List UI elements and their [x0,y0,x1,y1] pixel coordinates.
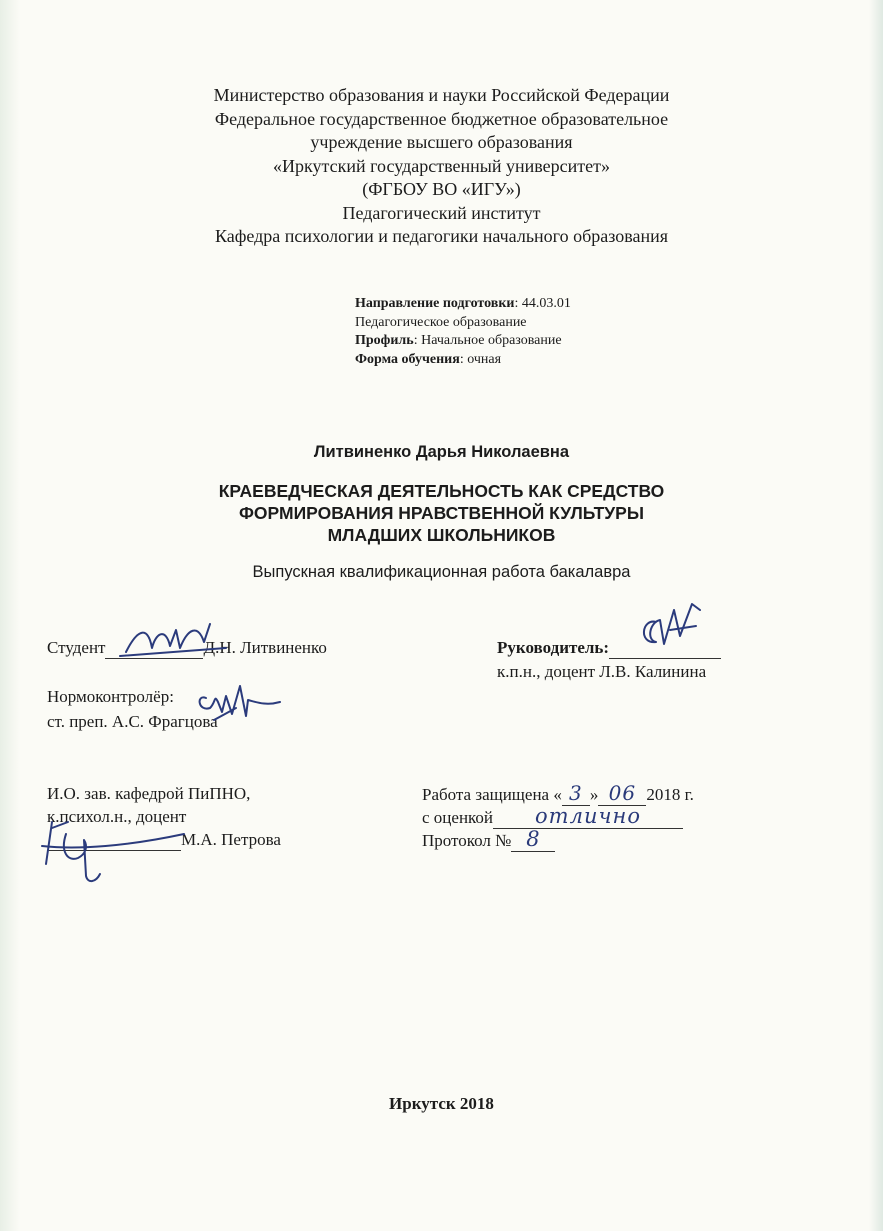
defense-month-field [598,783,646,806]
supervisor-name: к.п.н., доцент Л.В. Калинина [497,662,707,681]
protocol-field [511,829,555,852]
header-line: (ФГБОУ ВО «ИГУ») [362,179,521,199]
protocol-value: 8 [526,827,541,851]
direction-code: : 44.03.01 [514,296,571,311]
grade-field [493,806,683,829]
study-form-label: Форма обучения [355,351,460,367]
defense-day: 3 [568,781,583,805]
study-info [355,295,571,369]
head-signature [38,812,188,892]
head-degree: к.психол.н., доцент [47,807,187,826]
defense-day-field [562,783,590,806]
header-line: Федеральное государственное бюджетное образовательное [214,108,669,129]
work-type: Выпускная квалификационная работа бакалавра [252,563,631,581]
direction-label: Направление подготовки [355,296,515,311]
thesis-title [0,480,883,546]
grade-label: с оценкой [422,808,494,827]
defense-year: 2018 г. [646,785,694,804]
protocol-line [422,829,555,852]
grade-value: отлично [535,804,642,828]
profile-value: : Начальное образование [413,333,562,348]
institution-header [0,84,883,249]
supervisor-signature [634,600,714,660]
defense-prefix: Работа защищена « [422,785,562,804]
header-line: Педагогический институт [342,202,541,223]
header-line: «Иркутский государственный университет» [273,155,610,176]
supervisor-label: Руководитель: [497,638,610,657]
header-line: Министерство образования и науки Российской Федерации [213,85,670,105]
header-line: Кафедра психологии и педагогики начального образования [214,226,669,246]
defense-date-line [422,783,694,806]
student-label: Студент [47,638,106,657]
head-position: И.О. зав. кафедрой ПиПНО, [47,784,251,803]
normcontrol-signature [196,672,286,732]
defense-month: 06 [608,781,637,805]
normcontrol-label: Нормоконтролёр: [47,687,174,706]
author-name: Литвиненко Дарья Николаевна [313,443,570,461]
profile-label: Профиль [355,333,414,348]
grade-line [422,806,683,829]
student-name: Д.Н. Литвиненко [203,638,327,657]
city-year: Иркутск 2018 [389,1094,494,1113]
title-line: МЛАДШИХ ШКОЛЬНИКОВ [327,525,556,545]
study-form-value: : очная [459,351,502,367]
normcontrol-name: ст. преп. А.С. Фрагцова [47,712,218,731]
header-line: учреждение высшего образования [310,132,573,152]
defense-quote: » [589,785,599,804]
title-line: ФОРМИРОВАНИЯ НРАВСТВЕННОЙ КУЛЬТУРЫ [239,503,644,523]
title-line: КРАЕВЕДЧЕСКАЯ ДЕЯТЕЛЬНОСТЬ КАК СРЕДСТВО [218,481,665,501]
head-name: М.А. Петрова [181,830,281,849]
protocol-label: Протокол № [422,831,512,850]
direction-name: Педагогическое образование [355,314,527,330]
student-signature [118,618,228,663]
